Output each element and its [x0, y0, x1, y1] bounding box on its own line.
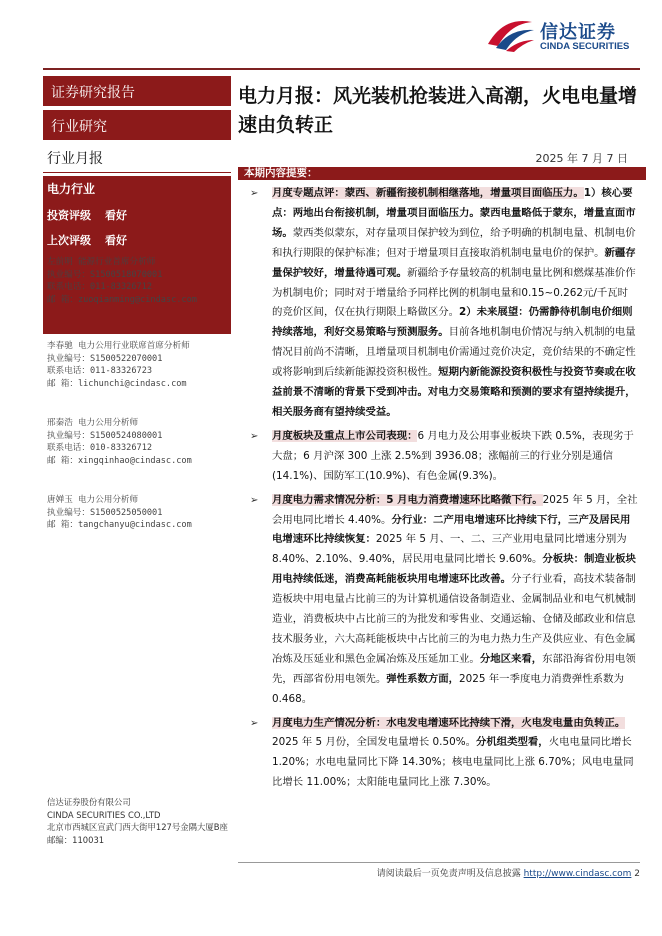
body-text: 火电电量同比增长 1.20%；水电电量同比下降 14.30%；核电电量同比上涨 6.70%；风电电量同比增长 11.00%；太阳能电量同比上涨 7.30%。: [272, 736, 634, 789]
summary-header: 本期内容提要：: [238, 167, 646, 180]
body-text: 2025 年一季度电力消费弹性系数为 0.468。: [272, 672, 624, 705]
paragraph-heading: 月度电力生产情况分析：水电发电增速环比持续下滑，火电发电量由负转正。: [272, 716, 626, 729]
prev-rating-value: 看好: [105, 234, 127, 247]
body-text: 6 月电力及公用事业板块下跌 0.5%，表现劣于大盘；6 月沪深 300 上涨 2.5%到 3936.08；涨幅前三的行业分别是通信(14.1%)、国防军工(10.9%)、有色金属(9.3%)。: [272, 429, 634, 482]
logo-wing-icon: [484, 14, 536, 54]
bold-text: 分行业：二产用电增速环比持续下行，三产及居民用电增速环比持续恢复：: [272, 513, 631, 546]
body-text: 2025 年 5 月、一、二、三产业用电量同比增速分别为 8.40%、2.10%、9.40%，居民用电量同比增长 9.60%。: [272, 533, 627, 566]
analyst-card: [47, 256, 231, 306]
page-number: 2: [634, 869, 640, 879]
industry-rating-block: [43, 176, 231, 334]
analyst-card: [47, 494, 231, 532]
bold-text: 1）核心要点：两地出台衔接机制，增量项目面临压力。蒙西电量略低于蒙东，增量直面市场。: [272, 187, 636, 239]
analyst-license: 执业编号：S1500525050001: [47, 507, 163, 518]
paragraph-heading: 月度电力需求情况分析：5 月电力消费增速环比略微下行。: [272, 493, 543, 506]
logo-text-en: CINDA SECURITIES: [540, 41, 630, 52]
company-address: 北京市西城区宣武门西大街甲127号金隅大厦B座: [47, 822, 228, 832]
arrow-bullet-icon: ➢: [250, 430, 259, 442]
analyst-card: [47, 340, 231, 390]
analyst-license: 执业编号：S1500522070001: [47, 353, 163, 364]
analyst-phone: 联系电话：011-83326712: [47, 282, 153, 292]
company-name-en: CINDA SECURITIES CO.,LTD: [47, 809, 161, 820]
paragraph-heading: 月度专题点评：蒙西、新疆衔接机制相继落地，增量项目面临压力。: [272, 187, 584, 199]
bold-text: 弹性系数方面，: [386, 672, 460, 685]
body-text: 2025 年 5 月，全社会用电同比增长 4.40%。: [272, 493, 638, 526]
summary-paragraph: [250, 184, 638, 423]
sidebar: [43, 76, 231, 864]
report-type: 证券研究报告: [51, 85, 135, 101]
arrow-bullet-icon: ➢: [250, 494, 259, 506]
page-footer: [377, 866, 640, 879]
analyst-email[interactable]: 邮 箱：zuoqianming@cindasc.com: [47, 294, 197, 305]
summary-paragraph: [250, 714, 638, 794]
body-text: 分子行业看，高技术装备制造板块中用电量占比前三的为计算机通信设备制造业、金属制品业和电气机械制造业，消费板块中占比前三的为批发和零售业、交通运输、仓储及邮政业和信息技术服务业，六大高耗能板块中占比前三的为电力热力生产及供应业、有色金属冶炼及压延业和黑色金属冶炼及压延加工业。: [272, 573, 636, 665]
report-title: 电力月报：风光装机抢装进入高潮，火电电量增速由负转正: [238, 85, 638, 136]
analyst-phone: 联系电话：010-83326712: [47, 443, 153, 453]
bold-text: 短期内新能源投资积极性与投资节奏或在收益前景不清晰的背景下受到冲击。对电力交易策略和预测的要求有望持续提升，相关服务商有望持续受益。: [272, 366, 636, 418]
analyst-email[interactable]: 邮 箱：xingqinhao@cindasc.com: [47, 455, 192, 466]
report-type-block: [43, 76, 231, 106]
body-text: 目前各地机制电价情况与纳入机制的电量情况目前尚不清晰，且增量项目机制电价需通过竞价决定，竞价结果的不确定性或将影响到后续新能源投资积极性。: [272, 326, 636, 379]
summary-content: [250, 184, 638, 793]
rating-value: 看好: [105, 209, 127, 222]
category-block: [43, 110, 231, 140]
analyst-name: 李春驰 电力公用行业联席首席分析师: [47, 341, 190, 351]
bold-text: 分地区来看，: [479, 652, 543, 665]
analyst-name: 邢秦浩 电力公用分析师: [47, 418, 139, 428]
subcategory: 行业月报: [47, 151, 103, 167]
bold-text: 分机组类型看，: [475, 736, 549, 749]
analyst-card: [47, 417, 231, 467]
arrow-bullet-icon: ➢: [250, 188, 259, 199]
prev-rating-label: 上次评级: [47, 234, 91, 247]
website-link[interactable]: http://www.cindasc.com: [523, 869, 632, 879]
analyst-license: 执业编号：S1500524080001: [47, 430, 163, 441]
category: 行业研究: [51, 119, 107, 135]
arrow-bullet-icon: ➢: [250, 717, 259, 729]
footer-divider: [238, 862, 640, 863]
analyst-phone: 联系电话：011-83326723: [47, 366, 153, 376]
summary-paragraph: [250, 427, 638, 487]
analyst-email[interactable]: 邮 箱：lichunchi@cindasc.com: [47, 378, 187, 389]
industry: 电力行业: [47, 182, 96, 196]
company-info: [47, 796, 231, 846]
analyst-license: 执业编号：S1500518070001: [47, 269, 163, 280]
header-divider: [43, 68, 640, 70]
body-text: 蒙西类似蒙东，对存量项目保护较为到位，给予明确的机制电量、机制电价和执行期限的保护标准；但对于增量项目直接取消机制电量电价的保护。: [272, 226, 636, 259]
body-text: 新疆给予存量较高的机制电量比例和燃煤基准价作为机制电价；同时对于增量给予同样比例的机制电量和0.15~0.262元/千瓦时的竞价区间，仅在执行期限上略做区分。: [272, 266, 636, 319]
logo-text-cn: 信达证券: [540, 22, 616, 43]
body-text: 东部沿海省份用电领先，西部省份用电领先。: [272, 652, 636, 685]
paragraph-heading: 月度板块及重点上市公司表现：: [272, 429, 418, 442]
body-text: 2025 年 5 月份，全国发电量增长 0.50%。: [272, 736, 476, 749]
company-zip: 邮编：110031: [47, 834, 105, 845]
cinda-logo: [484, 14, 644, 58]
report-date: 2025 年 7 月 7 日: [535, 152, 628, 165]
disclaimer-note: 请阅读最后一页免责声明及信息披露: [376, 869, 521, 879]
analyst-name: 唐婵玉 电力公用分析师: [47, 495, 139, 505]
summary-paragraph: [250, 491, 638, 710]
company-name-cn: 信达证券股份有限公司: [47, 797, 131, 807]
rating-label: 投资评级: [47, 209, 91, 222]
analyst-name: 左前明 能源行业首席分析师: [47, 257, 156, 267]
analyst-email[interactable]: 邮 箱：tangchanyu@cindasc.com: [47, 520, 192, 530]
bold-text: 2）未来展望：仍需静待机制电价细则持续落地，利好交易策略与预测服务。: [272, 306, 633, 339]
subcategory-block: [43, 144, 231, 173]
bold-text: 分板块：制造业板块用电持续低迷，消费高耗能板块用电增速环比改善。: [272, 553, 636, 586]
bold-text: 新疆存量保护较好，增量待遇可观。: [272, 246, 636, 279]
